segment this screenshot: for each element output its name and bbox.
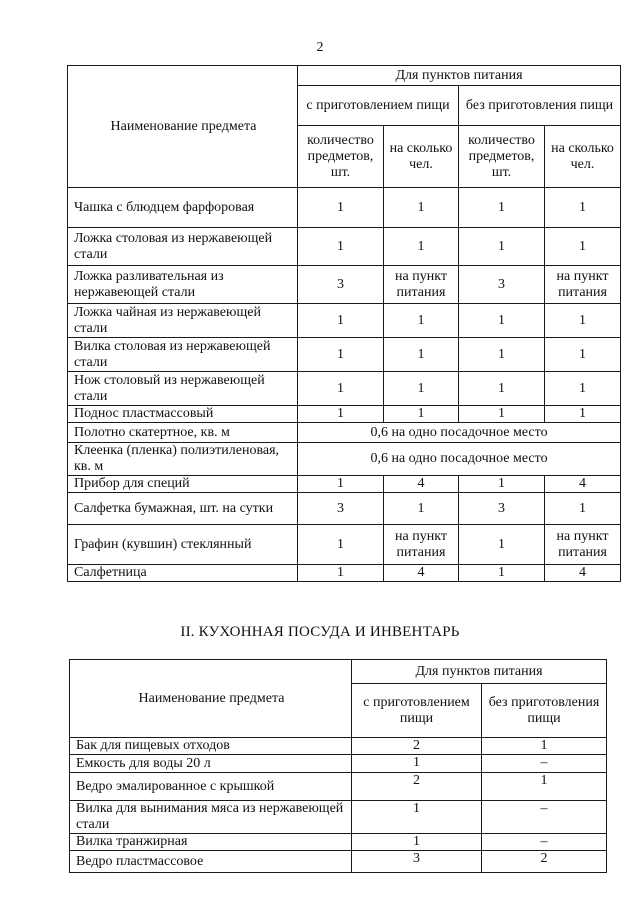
cell-c3: 1: [459, 372, 545, 406]
item-name: Поднос пластмассовый: [68, 406, 298, 423]
table-row: [68, 304, 621, 338]
item-name: Салфетка бумажная, шт. на сутки: [68, 493, 298, 525]
cell-c4: 4: [545, 476, 621, 493]
section-title: II. КУХОННАЯ ПОСУДА И ИНВЕНТАРЬ: [180, 624, 460, 640]
cell-c2: на пункт питания: [384, 266, 459, 304]
item-name: Ложка разливательная из нержавеющей стали: [68, 266, 298, 304]
header-qty-2: количество предметов, шт.: [459, 126, 545, 188]
item-name: Вилка для вынимания мяса из нержавеющей стали: [70, 801, 352, 834]
item-name: Чашка с блюдцем фарфоровая: [68, 188, 298, 228]
cell-c3: 1: [459, 406, 545, 423]
header-with-cooking: с приготовлением пищи: [352, 684, 482, 738]
cell-c2: 1: [384, 338, 459, 372]
cell-c2: 4: [384, 565, 459, 582]
norm-per-seat: 0,6 на одно посадочное место: [298, 443, 621, 476]
cell-c4: на пункт питания: [545, 525, 621, 565]
cell-c1: 1: [298, 188, 384, 228]
cell-c3: 1: [459, 338, 545, 372]
item-name: Вилка транжирная: [70, 834, 352, 851]
cell-c1: 1: [298, 372, 384, 406]
cell-c4: на пункт питания: [545, 266, 621, 304]
table-row: [68, 406, 621, 423]
cell-c1: 3: [298, 493, 384, 525]
table-row: [68, 443, 621, 476]
cell-c4: 4: [545, 565, 621, 582]
cell-c2: 1: [384, 304, 459, 338]
cell-c1: 1: [298, 304, 384, 338]
table-row: [68, 476, 621, 493]
cell-c2: 1: [384, 493, 459, 525]
table-row: [70, 773, 607, 801]
table-row: [70, 851, 607, 873]
table-row: [70, 755, 607, 773]
table-row: [68, 338, 621, 372]
cell-c3: 1: [459, 188, 545, 228]
item-name: Нож столовый из нержавеющей стали: [68, 372, 298, 406]
table-row: [68, 266, 621, 304]
item-name: Ведро эмалированное с крышкой: [70, 773, 352, 801]
norm-per-seat: 0,6 на одно посадочное место: [298, 423, 621, 443]
header-group: Для пунктов питания: [298, 66, 621, 86]
cell-c4: 1: [545, 338, 621, 372]
page-number: 2: [316, 40, 324, 55]
cell-c1: 3: [352, 851, 482, 873]
cell-c1: 1: [298, 525, 384, 565]
table-row: [68, 228, 621, 266]
cell-c2: 1: [384, 228, 459, 266]
cell-c2: –: [482, 755, 607, 773]
header-without-cooking: без приготовления пищи: [482, 684, 607, 738]
cell-c1: 1: [352, 834, 482, 851]
cell-c3: 3: [459, 266, 545, 304]
table-row: [68, 372, 621, 406]
item-name: Ложка чайная из нержавеющей стали: [68, 304, 298, 338]
item-name: Салфетница: [68, 565, 298, 582]
tableware-table: [67, 65, 621, 582]
cell-c4: 1: [545, 372, 621, 406]
table-row: [70, 801, 607, 834]
header-name-column: Наименование предмета: [68, 66, 298, 188]
cell-c3: 1: [459, 228, 545, 266]
header-qty-1: количество предметов, шт.: [298, 126, 384, 188]
table-row: [70, 738, 607, 755]
cell-c4: 1: [545, 493, 621, 525]
item-name: Ведро пластмассовое: [70, 851, 352, 873]
item-name: Клеенка (пленка) полиэтиленовая, кв. м: [68, 443, 298, 476]
cell-c1: 2: [352, 738, 482, 755]
header-name-column: Наименование предмета: [70, 660, 352, 738]
cell-c1: 1: [298, 338, 384, 372]
cell-c2: 2: [482, 851, 607, 873]
cell-c4: 1: [545, 406, 621, 423]
cell-c1: 2: [352, 773, 482, 801]
cell-c2: 1: [384, 406, 459, 423]
cell-c2: 1: [384, 372, 459, 406]
cell-c4: 1: [545, 228, 621, 266]
table-row: [68, 525, 621, 565]
cell-c2: 1: [482, 738, 607, 755]
cell-c3: 1: [459, 304, 545, 338]
cell-c1: 3: [298, 266, 384, 304]
header-per-people-2: на сколько чел.: [545, 126, 621, 188]
cell-c2: 4: [384, 476, 459, 493]
item-name: Вилка столовая из нержавеющей стали: [68, 338, 298, 372]
table-row: [68, 188, 621, 228]
cell-c3: 3: [459, 493, 545, 525]
table-row: [68, 493, 621, 525]
cell-c3: 1: [459, 565, 545, 582]
cell-c3: 1: [459, 476, 545, 493]
item-name: Бак для пищевых отходов: [70, 738, 352, 755]
header-with-cooking: с приготовлением пищи: [298, 86, 459, 126]
cell-c4: 1: [545, 188, 621, 228]
header-group: Для пунктов питания: [352, 660, 607, 684]
cell-c1: 1: [352, 755, 482, 773]
item-name: Графин (кувшин) стеклянный: [68, 525, 298, 565]
cell-c1: 1: [298, 228, 384, 266]
header-per-people-1: на сколько чел.: [384, 126, 459, 188]
table-row: [68, 423, 621, 443]
item-name: Ложка столовая из нержавеющей стали: [68, 228, 298, 266]
cell-c2: на пункт питания: [384, 525, 459, 565]
item-name: Полотно скатертное, кв. м: [68, 423, 298, 443]
table-row: [70, 834, 607, 851]
cell-c2: –: [482, 834, 607, 851]
cell-c3: 1: [459, 525, 545, 565]
table-row: [68, 565, 621, 582]
cell-c2: –: [482, 801, 607, 834]
item-name: Прибор для специй: [68, 476, 298, 493]
kitchen-table: [69, 659, 607, 873]
cell-c1: 1: [298, 406, 384, 423]
cell-c4: 1: [545, 304, 621, 338]
cell-c1: 1: [352, 801, 482, 834]
header-without-cooking: без приготовления пищи: [459, 86, 621, 126]
cell-c2: 1: [482, 773, 607, 801]
item-name: Емкость для воды 20 л: [70, 755, 352, 773]
cell-c1: 1: [298, 565, 384, 582]
cell-c2: 1: [384, 188, 459, 228]
cell-c1: 1: [298, 476, 384, 493]
